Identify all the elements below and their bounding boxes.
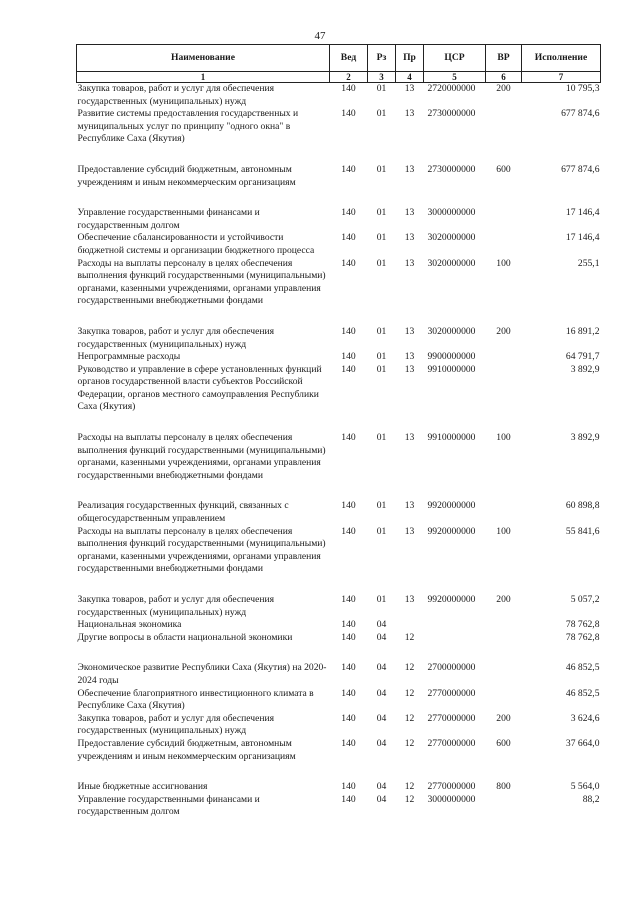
cell-name: Национальная экономика [77,619,182,631]
cell-rz: 01 [376,525,387,537]
cell-pr: 12 [404,712,415,724]
cell-pr: 13 [404,325,415,337]
cell-isp: 10 795,3 [565,83,600,94]
cell-rz: 01 [376,163,387,175]
cell-isp: 5 564,0 [570,781,600,793]
cell-name: Закупка товаров, работ и услуг для обеспечения государственных (муниципальных) нужд [77,712,275,737]
table-row [77,632,601,645]
table-row [77,482,601,525]
cell-ved: 140 [341,232,356,244]
cell-isp: 78 762,8 [565,631,600,643]
cell-isp: 17 146,4 [565,232,600,244]
cell-rz: 01 [376,432,387,444]
cell-vr [486,794,522,819]
cell-name: Управление государственными финансами и государственным долгом [77,793,260,818]
cell-csr: 3020000000 [427,232,476,244]
cell-csr: 3000000000 [427,207,476,219]
cell-isp: 3 892,9 [570,363,600,375]
cell-isp: 37 664,0 [565,737,600,749]
cell-csr: 2770000000 [427,781,476,793]
cell-csr: 9920000000 [427,525,476,537]
cell-vr: 200 [496,712,511,724]
cell-ved: 140 [341,662,356,674]
table-row [77,364,601,414]
table-row [77,644,601,687]
table-row [77,258,601,308]
cell-rz: 04 [376,662,387,674]
column-number: 7 [522,72,601,83]
cell-name: Экономическое развитие Республики Саха (Якутия) на 2020-2024 годы [77,662,327,686]
cell-csr: 9920000000 [427,594,476,605]
cell-vr: 200 [496,83,511,94]
header-vr: ВР [486,45,522,72]
cell-pr: 13 [404,83,415,94]
table-row [77,414,601,482]
table-row [77,308,601,351]
cell-name: Расходы на выплаты персоналу в целях обеспечения выполнения функций государственными (муниципальными) органами, казенными учреждениями, органами управления государственными внебюджетными фондами [77,432,326,481]
cell-rz: 04 [376,781,387,793]
header-ved: Вед [330,45,368,72]
cell-pr: 13 [404,363,415,375]
cell-ved: 140 [341,500,356,512]
table-header [77,45,601,83]
cell-pr: 12 [404,687,415,699]
cell-vr: 200 [496,325,511,337]
cell-isp: 60 898,8 [565,500,600,512]
cell-rz: 01 [376,500,387,512]
cell-isp: 17 146,4 [565,207,600,219]
cell-vr [486,189,522,232]
cell-ved: 140 [341,207,356,219]
cell-name: Обеспечение благоприятного инвестиционного климата в Республике Саха (Якутия) [77,687,314,712]
cell-rz: 04 [376,619,387,631]
cell-ved: 140 [341,525,356,537]
cell-vr [486,108,522,146]
cell-pr: 13 [404,232,415,244]
cell-isp: 677 874,6 [561,108,600,120]
cell-csr [424,632,486,645]
cell-isp: 3 892,9 [570,432,600,444]
cell-isp: 677 874,6 [561,163,600,175]
table-row [77,763,601,794]
cell-csr: 9910000000 [427,363,476,375]
column-number: 1 [77,72,330,83]
table-row [77,526,601,576]
cell-ved: 140 [341,108,356,120]
cell-csr: 2730000000 [427,163,476,175]
cell-rz: 04 [376,793,387,805]
cell-name: Управление государственными финансами и государственным долгом [77,207,260,231]
cell-csr: 9920000000 [427,500,476,512]
cell-isp: 64 791,7 [565,351,600,363]
table-row [77,83,601,109]
table-row [77,108,601,146]
cell-name: Расходы на выплаты персоналу в целях обеспечения выполнения функций государственными (муниципальными) органами, казенными учреждениями, органами управления государственными внебюджетными фондами [77,257,326,307]
cell-pr: 13 [404,525,415,537]
cell-vr: 200 [496,594,511,605]
table-body [77,83,601,819]
cell-rz: 01 [376,83,387,94]
cell-ved: 140 [341,631,356,643]
cell-rz: 01 [376,351,387,363]
cell-csr: 2700000000 [427,662,476,674]
cell-rz: 04 [376,737,387,749]
table-row [77,189,601,232]
cell-vr [486,632,522,645]
cell-pr: 12 [404,662,415,674]
column-number: 4 [396,72,424,83]
cell-ved: 140 [341,363,356,375]
cell-vr: 600 [496,163,511,175]
cell-ved: 140 [341,432,356,444]
cell-ved: 140 [341,619,356,631]
cell-ved: 140 [341,594,356,605]
cell-name: Развитие системы предоставления государственных и муниципальных услуг по принципу "одного окна" в Республике Саха (Якутия) [77,108,299,145]
cell-rz: 01 [376,232,387,244]
cell-pr: 13 [404,257,415,269]
cell-isp: 16 891,2 [565,325,600,337]
cell-pr: 13 [404,500,415,512]
header-rz: Рз [368,45,396,72]
header-pr: Пр [396,45,424,72]
cell-csr: 9900000000 [427,351,476,363]
cell-csr: 2770000000 [427,712,476,724]
cell-pr: 12 [404,793,415,805]
cell-name: Непрограммные расходы [77,351,181,363]
cell-ved: 140 [341,737,356,749]
cell-pr: 12 [404,781,415,793]
header-isp: Исполнение [522,45,601,72]
cell-pr: 12 [404,631,415,643]
cell-vr [486,232,522,257]
cell-vr [486,619,522,632]
cell-name: Закупка товаров, работ и услуг для обеспечения государственных (муниципальных) нужд [77,594,275,618]
cell-name: Расходы на выплаты персоналу в целях обеспечения выполнения функций государственными (муниципальными) органами, казенными учреждениями, органами управления государственными внебюджетными фондами [77,525,326,575]
cell-csr [424,619,486,632]
cell-rz: 04 [376,712,387,724]
cell-ved: 140 [341,781,356,793]
cell-pr: 13 [404,351,415,363]
cell-name: Руководство и управление в сфере установленных функций органов государственной власти субъектов Российской Федерации, органов местного самоуправления Республики Саха (Якутия) [77,363,322,413]
cell-vr: 100 [496,257,511,269]
header-csr: ЦСР [424,45,486,72]
table-row [77,619,601,632]
cell-rz: 01 [376,257,387,269]
cell-rz: 01 [376,325,387,337]
table-row [77,232,601,257]
table-row [77,146,601,189]
cell-pr: 12 [404,737,415,749]
cell-pr: 13 [404,432,415,444]
cell-name: Предоставление субсидий бюджетным, автономным учреждениям и иным некоммерческим организациям [77,737,296,762]
cell-name: Предоставление субсидий бюджетным, автономным учреждениям и иным некоммерческим организациям [77,163,296,188]
cell-name: Обеспечение сбалансированности и устойчивости бюджетной системы и организации бюджетного процесса [77,232,315,256]
cell-rz: 01 [376,108,387,120]
cell-ved: 140 [341,793,356,805]
table-row [77,351,601,364]
cell-isp: 3 624,6 [570,712,600,724]
cell-pr: 13 [404,594,415,605]
table-row [77,688,601,713]
column-number: 3 [368,72,396,83]
cell-vr [486,688,522,713]
cell-isp: 78 762,8 [565,619,600,631]
header-name: Наименование [77,45,330,72]
cell-isp: 255,1 [577,257,600,269]
cell-isp: 46 852,5 [565,662,600,674]
cell-ved: 140 [341,687,356,699]
cell-name: Другие вопросы в области национальной экономики [77,631,293,643]
cell-csr: 3020000000 [427,325,476,337]
page-number: 47 [314,30,326,42]
cell-csr: 2770000000 [427,687,476,699]
cell-isp: 55 841,6 [565,525,600,537]
cell-name: Закупка товаров, работ и услуг для обеспечения государственных (муниципальных) нужд [77,83,275,107]
cell-isp: 5 057,2 [570,594,600,605]
cell-rz: 01 [376,594,387,605]
cell-ved: 140 [341,712,356,724]
table-row [77,738,601,763]
cell-vr [486,364,522,414]
cell-ved: 140 [341,257,356,269]
cell-ved: 140 [341,163,356,175]
cell-pr: 13 [404,207,415,219]
cell-isp: 46 852,5 [565,687,600,699]
cell-vr [486,482,522,525]
cell-name: Иные бюджетные ассигнования [77,781,208,793]
cell-isp: 88,2 [582,793,600,805]
cell-csr: 2770000000 [427,737,476,749]
cell-name: Реализация государственных функций, связанных с общегосударственным управлением [77,500,289,525]
column-number: 5 [424,72,486,83]
cell-ved: 140 [341,325,356,337]
cell-vr [486,351,522,364]
cell-csr: 9910000000 [427,432,476,444]
table-row [77,713,601,738]
cell-ved: 140 [341,83,356,94]
table-row [77,794,601,819]
cell-rz: 04 [376,687,387,699]
cell-vr: 100 [496,525,511,537]
cell-csr: 2730000000 [427,108,476,120]
cell-ved: 140 [341,351,356,363]
cell-csr: 3000000000 [427,793,476,805]
cell-rz: 04 [376,631,387,643]
cell-vr [486,644,522,687]
cell-csr: 3020000000 [427,257,476,269]
cell-pr [396,619,424,632]
cell-rz: 01 [376,207,387,219]
cell-pr: 13 [404,108,415,120]
cell-name: Закупка товаров, работ и услуг для обеспечения государственных (муниципальных) нужд [77,325,275,350]
cell-csr: 2720000000 [427,83,476,94]
cell-vr: 800 [496,781,511,793]
table-row [77,576,601,619]
cell-vr: 100 [496,432,511,444]
column-number: 2 [330,72,368,83]
column-number: 6 [486,72,522,83]
cell-rz: 01 [376,363,387,375]
budget-execution-table [76,44,601,819]
cell-pr: 13 [404,163,415,175]
cell-vr: 600 [496,737,511,749]
